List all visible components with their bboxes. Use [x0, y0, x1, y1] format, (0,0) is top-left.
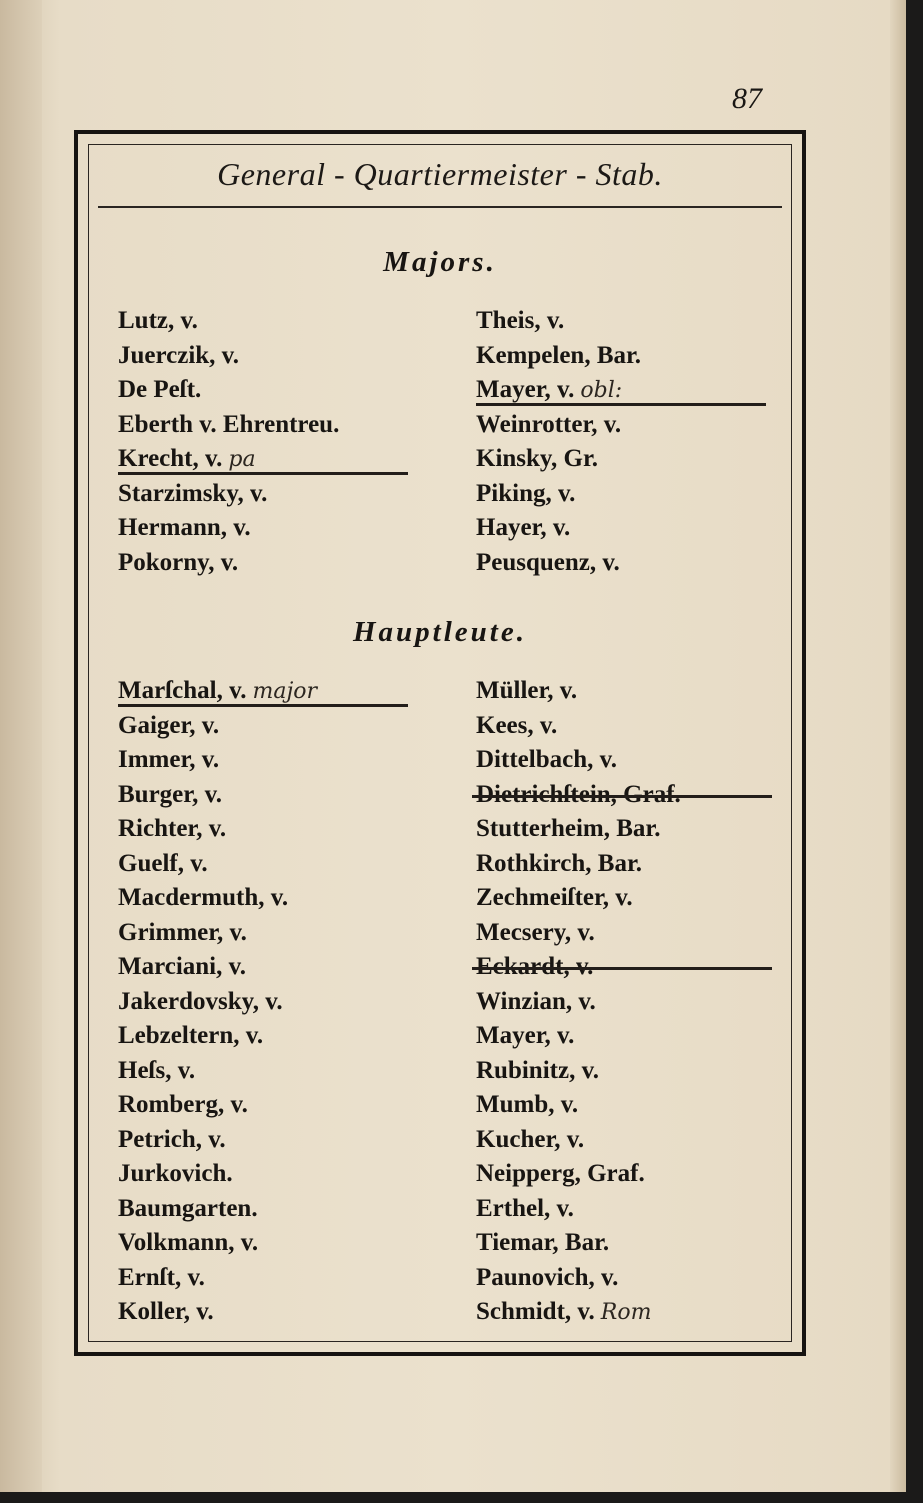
entry-name: Ernſt, v. [118, 1263, 205, 1291]
roster-entry [476, 546, 816, 581]
roster-entry [476, 1261, 816, 1296]
page-gutter [0, 0, 42, 1492]
handwritten-underline [476, 403, 766, 406]
roster-entry [118, 881, 458, 916]
roster-entry [476, 1192, 816, 1227]
roster-entry [476, 916, 816, 951]
roster-entry [476, 1088, 816, 1123]
roster-entry [118, 1192, 458, 1227]
title-rule [98, 206, 782, 208]
entry-name: Mayer, v. [476, 376, 575, 403]
roster-entry [118, 1088, 458, 1123]
roster-entry [118, 1123, 458, 1158]
entry-name: Volkmann, v. [118, 1229, 259, 1256]
roster-entry [118, 950, 458, 985]
entry-name: Richter, v. [118, 815, 227, 842]
entry-name: Immer, v. [118, 746, 220, 773]
roster-entry [118, 304, 458, 339]
entry-name: Winzian, v. [476, 987, 596, 1015]
entry-name: Kees, v. [476, 711, 558, 739]
roster-entry [118, 985, 458, 1020]
roster-entry [476, 1123, 816, 1158]
entry-name: Jakerdovsky, v. [118, 987, 283, 1015]
entry-name: Pokorny, v. [118, 548, 239, 576]
roster-entry [476, 304, 816, 339]
roster-entry [476, 1157, 816, 1192]
majors-left-column [118, 304, 458, 580]
roster-entry [476, 442, 816, 477]
entry-name: Hermann, v. [118, 514, 251, 541]
roster-entry [476, 1019, 816, 1054]
entry-name: Baumgarten. [118, 1194, 258, 1222]
entry-name: Petrich, v. [118, 1125, 226, 1153]
strikethrough-line [472, 967, 772, 970]
roster-entry [118, 511, 458, 546]
hauptleute-right-column [476, 674, 816, 1330]
roster-entry [118, 916, 458, 951]
entry-name: Neipperg, Graf. [476, 1160, 645, 1187]
entry-name: Zechmeiſter, v. [476, 884, 633, 911]
roster-entry [476, 1054, 816, 1089]
roster-entry [118, 743, 458, 778]
entry-name: Paunovich, v. [476, 1263, 619, 1291]
roster-entry [118, 709, 458, 744]
roster-entry [118, 408, 458, 443]
entry-name: Dittelbach, v. [476, 746, 617, 773]
roster-entry [118, 812, 458, 847]
hauptleute-left-column [118, 674, 458, 1330]
roster-entry [118, 674, 458, 709]
roster-entry [476, 1295, 816, 1330]
roster-entry [118, 546, 458, 581]
roster-entry [118, 1157, 458, 1192]
entry-name: Tiemar, Bar. [476, 1229, 610, 1256]
entry-name: Gaiger, v. [118, 711, 220, 739]
entry-name: De Peſt. [118, 376, 202, 403]
page-title: General - Quartiermeister - Stab. [217, 156, 663, 192]
entry-name: Piking, v. [476, 479, 576, 507]
roster-entry [118, 442, 458, 477]
handwritten-note: Rom [600, 1300, 652, 1325]
entry-name: Theis, v. [476, 307, 565, 334]
handwritten-underline [118, 704, 408, 707]
roster-entry [476, 511, 816, 546]
entry-name: Hayer, v. [476, 514, 571, 541]
roster-entry [118, 1261, 458, 1296]
entry-name: Dietrichſtein, Graf. [476, 780, 681, 808]
section-heading-majors: Majors. [383, 246, 497, 278]
roster-entry [118, 477, 458, 512]
handwritten-note: major [252, 679, 318, 704]
roster-entry [476, 477, 816, 512]
entry-name: Müller, v. [476, 677, 578, 704]
entry-name: Koller, v. [118, 1298, 214, 1325]
section-heading-hauptleute: Hauptleute. [353, 616, 527, 648]
roster-entry [118, 1054, 458, 1089]
page-edge [890, 0, 906, 1492]
roster-entry [118, 339, 458, 374]
entry-name: Jurkovich. [118, 1160, 233, 1187]
entry-name: Burger, v. [118, 780, 222, 808]
roster-entry [118, 1226, 458, 1261]
entry-name: Mumb, v. [476, 1091, 579, 1118]
entry-name: Marſchal, v. [118, 677, 247, 704]
roster-entry [476, 1226, 816, 1261]
roster-entry [476, 985, 816, 1020]
roster-entry [476, 847, 816, 882]
entry-name: Mayer, v. [476, 1022, 575, 1049]
roster-entry [476, 743, 816, 778]
entry-name: Rubinitz, v. [476, 1056, 599, 1084]
roster-entry [476, 373, 816, 408]
entry-name: Guelf, v. [118, 849, 208, 877]
roster-entry [476, 339, 816, 374]
entry-name: Rothkirch, Bar. [476, 849, 643, 877]
entry-name: Erthel, v. [476, 1194, 574, 1222]
roster-entry [118, 373, 458, 408]
entry-name: Macdermuth, v. [118, 884, 289, 911]
roster-entry [118, 1295, 458, 1330]
handwritten-note: pa [228, 447, 256, 472]
strikethrough-line [472, 795, 772, 798]
roster-entry [476, 778, 816, 813]
entry-name: Mecsery, v. [476, 918, 595, 946]
roster-entry [476, 812, 816, 847]
handwritten-underline [118, 472, 408, 475]
entry-name: Romberg, v. [118, 1091, 248, 1118]
roster-entry [118, 847, 458, 882]
roster-entry [118, 778, 458, 813]
entry-name: Eberth v. Ehrentreu. [118, 410, 340, 438]
handwritten-note: obl: [580, 378, 623, 403]
entry-name: Starzimsky, v. [118, 479, 268, 507]
page-frame [74, 130, 806, 1356]
entry-name: Grimmer, v. [118, 918, 247, 946]
entry-name: Kempelen, Bar. [476, 341, 642, 369]
roster-entry [476, 709, 816, 744]
entry-name: Marciani, v. [118, 953, 247, 980]
page-number: 87 [732, 82, 762, 115]
entry-name: Eckardt, v. [476, 953, 594, 980]
entry-name: Stutterheim, Bar. [476, 815, 661, 842]
roster-entry [118, 1019, 458, 1054]
entry-name: Peusquenz, v. [476, 548, 620, 576]
entry-name: Schmidt, v. [476, 1298, 595, 1325]
entry-name: Kucher, v. [476, 1125, 585, 1153]
entry-name: Krecht, v. [118, 445, 223, 472]
majors-right-column [476, 304, 816, 580]
entry-name: Lutz, v. [118, 307, 198, 334]
entry-name: Weinrotter, v. [476, 410, 622, 438]
roster-entry [476, 674, 816, 709]
roster-entry [476, 950, 816, 985]
roster-entry [476, 408, 816, 443]
entry-name: Kinsky, Gr. [476, 445, 599, 472]
roster-entry [476, 881, 816, 916]
entry-name: Lebzeltern, v. [118, 1022, 264, 1049]
entry-name: Heſs, v. [118, 1056, 196, 1084]
entry-name: Juerczik, v. [118, 341, 240, 369]
